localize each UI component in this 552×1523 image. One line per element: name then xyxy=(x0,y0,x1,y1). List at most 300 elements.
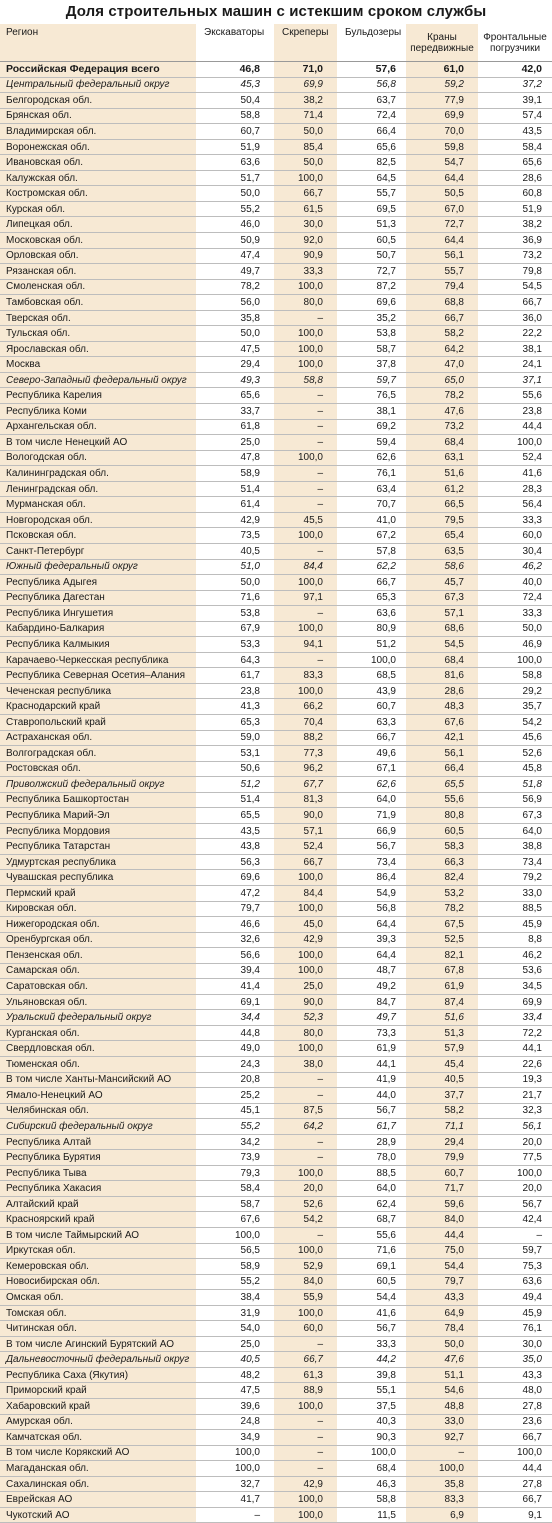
scrapers-cell: 52,3 xyxy=(274,1010,337,1026)
bulldozers-cell: 66,9 xyxy=(337,823,406,839)
excavators-cell: 39,4 xyxy=(196,963,274,979)
front-loaders-cell: 29,2 xyxy=(478,683,552,699)
bulldozers-cell: 61,9 xyxy=(337,1041,406,1057)
federal-district-row xyxy=(0,1119,552,1135)
mobile-cranes-cell: 79,7 xyxy=(406,1274,478,1290)
region-cell: Томская обл. xyxy=(0,1305,196,1321)
scrapers-cell: – xyxy=(274,310,337,326)
scrapers-cell: 84,4 xyxy=(274,885,337,901)
scrapers-cell: 90,0 xyxy=(274,994,337,1010)
table-row xyxy=(0,279,552,295)
mobile-cranes-cell: 60,5 xyxy=(406,823,478,839)
front-loaders-cell: 66,7 xyxy=(478,295,552,311)
scrapers-cell: 100,0 xyxy=(274,326,337,342)
scrapers-cell: 71,4 xyxy=(274,108,337,124)
mobile-cranes-cell: 71,1 xyxy=(406,1119,478,1135)
region-cell: Кемеровская обл. xyxy=(0,1259,196,1275)
front-loaders-cell: 72,2 xyxy=(478,1025,552,1041)
mobile-cranes-cell: 54,4 xyxy=(406,1259,478,1275)
mobile-cranes-cell: 84,0 xyxy=(406,1212,478,1228)
table-row xyxy=(0,621,552,637)
table-row xyxy=(0,1274,552,1290)
bulldozers-cell: 37,5 xyxy=(337,1399,406,1415)
bulldozers-cell: 65,6 xyxy=(337,139,406,155)
excavators-cell: 23,8 xyxy=(196,683,274,699)
mobile-cranes-cell: 56,1 xyxy=(406,746,478,762)
table-row xyxy=(0,885,552,901)
table-row xyxy=(0,1321,552,1337)
region-cell: Приволжский федеральный округ xyxy=(0,777,196,793)
bulldozers-cell: 56,7 xyxy=(337,1321,406,1337)
scrapers-cell: – xyxy=(274,481,337,497)
scrapers-cell: 33,3 xyxy=(274,264,337,280)
scrapers-cell: 100,0 xyxy=(274,575,337,591)
excavators-cell: 53,8 xyxy=(196,606,274,622)
region-cell: Ставропольский край xyxy=(0,714,196,730)
scrapers-cell: – xyxy=(274,435,337,451)
table-row xyxy=(0,1072,552,1088)
front-loaders-cell: 20,0 xyxy=(478,1134,552,1150)
bulldozers-cell: 62,6 xyxy=(337,777,406,793)
scrapers-cell: 100,0 xyxy=(274,341,337,357)
front-loaders-cell: 75,3 xyxy=(478,1259,552,1275)
front-loaders-cell: 45,9 xyxy=(478,1305,552,1321)
front-loaders-cell: 36,9 xyxy=(478,233,552,249)
table-row xyxy=(0,435,552,451)
table-row xyxy=(0,124,552,140)
mobile-cranes-cell: 55,6 xyxy=(406,792,478,808)
header-row xyxy=(0,24,552,62)
excavators-cell: 51,7 xyxy=(196,170,274,186)
region-cell: Республика Тыва xyxy=(0,1165,196,1181)
region-cell: Читинская обл. xyxy=(0,1321,196,1337)
region-cell: Амурская обл. xyxy=(0,1414,196,1430)
total-row xyxy=(0,62,552,78)
table-row xyxy=(0,466,552,482)
front-loaders-cell: 59,7 xyxy=(478,1243,552,1259)
bulldozers-cell: 88,5 xyxy=(337,1165,406,1181)
mobile-cranes-cell: 80,8 xyxy=(406,808,478,824)
region-cell: В том числе Агинский Бурятский АО xyxy=(0,1336,196,1352)
region-cell: Чеченская республика xyxy=(0,683,196,699)
table-row xyxy=(0,481,552,497)
mobile-cranes-cell: 53,2 xyxy=(406,885,478,901)
region-cell: В том числе Таймырский АО xyxy=(0,1228,196,1244)
bulldozers-cell: 48,7 xyxy=(337,963,406,979)
scrapers-cell: 30,0 xyxy=(274,217,337,233)
scrapers-cell: 97,1 xyxy=(274,590,337,606)
scrapers-cell: 70,4 xyxy=(274,714,337,730)
bulldozers-cell: 72,7 xyxy=(337,264,406,280)
federal-district-row xyxy=(0,777,552,793)
header-bulldozers: Бульдозеры xyxy=(337,24,406,62)
excavators-cell: 56,6 xyxy=(196,948,274,964)
bulldozers-cell: 70,7 xyxy=(337,497,406,513)
region-cell: Центральный федеральный округ xyxy=(0,77,196,93)
header-excavators: Экскаваторы xyxy=(196,24,274,62)
mobile-cranes-cell: 77,9 xyxy=(406,93,478,109)
scrapers-cell: 96,2 xyxy=(274,761,337,777)
front-loaders-cell: 56,4 xyxy=(478,497,552,513)
front-loaders-cell: 33,3 xyxy=(478,512,552,528)
scrapers-cell: 85,4 xyxy=(274,139,337,155)
table-row xyxy=(0,1150,552,1166)
bulldozers-cell: 67,2 xyxy=(337,528,406,544)
bulldozers-cell: 53,8 xyxy=(337,326,406,342)
region-cell: Ульяновская обл. xyxy=(0,994,196,1010)
bulldozers-cell: 41,6 xyxy=(337,1305,406,1321)
excavators-cell: 51,2 xyxy=(196,777,274,793)
excavators-cell: 49,0 xyxy=(196,1041,274,1057)
bulldozers-cell: 100,0 xyxy=(337,1445,406,1461)
mobile-cranes-cell: 71,7 xyxy=(406,1181,478,1197)
mobile-cranes-cell: 66,4 xyxy=(406,761,478,777)
scrapers-cell: 38,2 xyxy=(274,93,337,109)
region-cell: Костромская обл. xyxy=(0,186,196,202)
region-cell: Удмуртская республика xyxy=(0,854,196,870)
front-loaders-cell: 38,2 xyxy=(478,217,552,233)
scrapers-cell: 57,1 xyxy=(274,823,337,839)
mobile-cranes-cell: 47,6 xyxy=(406,404,478,420)
excavators-cell: 47,4 xyxy=(196,248,274,264)
mobile-cranes-cell: 29,4 xyxy=(406,1134,478,1150)
bulldozers-cell: 78,0 xyxy=(337,1150,406,1166)
table-header xyxy=(0,24,552,62)
bulldozers-cell: 49,2 xyxy=(337,979,406,995)
front-loaders-cell: 76,1 xyxy=(478,1321,552,1337)
front-loaders-cell: 79,8 xyxy=(478,264,552,280)
table-row xyxy=(0,606,552,622)
excavators-cell: 46,0 xyxy=(196,217,274,233)
front-loaders-cell: 42,4 xyxy=(478,1212,552,1228)
scrapers-cell: 66,7 xyxy=(274,1352,337,1368)
table-row xyxy=(0,1088,552,1104)
mobile-cranes-cell: 66,3 xyxy=(406,854,478,870)
table-row xyxy=(0,963,552,979)
bulldozers-cell: 86,4 xyxy=(337,870,406,886)
region-cell: Ярославская обл. xyxy=(0,341,196,357)
front-loaders-cell: 60,8 xyxy=(478,186,552,202)
region-cell: Ленинградская обл. xyxy=(0,481,196,497)
mobile-cranes-cell: 75,0 xyxy=(406,1243,478,1259)
bulldozers-cell: 37,8 xyxy=(337,357,406,373)
bulldozers-cell: 41,9 xyxy=(337,1072,406,1088)
mobile-cranes-cell: 55,7 xyxy=(406,264,478,280)
excavators-cell: 46,6 xyxy=(196,917,274,933)
bulldozers-cell: 66,7 xyxy=(337,730,406,746)
scrapers-cell: – xyxy=(274,419,337,435)
bulldozers-cell: 60,5 xyxy=(337,233,406,249)
mobile-cranes-cell: 69,9 xyxy=(406,108,478,124)
table-row xyxy=(0,761,552,777)
front-loaders-cell: 44,4 xyxy=(478,419,552,435)
scrapers-cell: 52,4 xyxy=(274,839,337,855)
front-loaders-cell: 56,9 xyxy=(478,792,552,808)
table-row xyxy=(0,497,552,513)
mobile-cranes-cell: 83,3 xyxy=(406,1492,478,1508)
front-loaders-cell: 100,0 xyxy=(478,1445,552,1461)
excavators-cell: 32,6 xyxy=(196,932,274,948)
region-cell: Санкт-Петербург xyxy=(0,543,196,559)
bulldozers-cell: 67,1 xyxy=(337,761,406,777)
table-row xyxy=(0,1057,552,1073)
table-row xyxy=(0,295,552,311)
region-cell: Московская обл. xyxy=(0,233,196,249)
excavators-cell: 39,6 xyxy=(196,1399,274,1415)
excavators-cell: 67,6 xyxy=(196,1212,274,1228)
scrapers-cell: 100,0 xyxy=(274,1507,337,1523)
excavators-cell: – xyxy=(196,1507,274,1523)
mobile-cranes-cell: 87,4 xyxy=(406,994,478,1010)
table-row xyxy=(0,419,552,435)
region-cell: Еврейская АО xyxy=(0,1492,196,1508)
table-row xyxy=(0,93,552,109)
region-cell: Северо-Западный федеральный округ xyxy=(0,372,196,388)
scrapers-cell: 100,0 xyxy=(274,528,337,544)
mobile-cranes-cell: 58,2 xyxy=(406,326,478,342)
scrapers-cell: – xyxy=(274,606,337,622)
table-row xyxy=(0,1305,552,1321)
region-cell: Республика Марий-Эл xyxy=(0,808,196,824)
bulldozers-cell: 61,7 xyxy=(337,1119,406,1135)
table-row xyxy=(0,1461,552,1477)
front-loaders-cell: 28,3 xyxy=(478,481,552,497)
table-row xyxy=(0,155,552,171)
mobile-cranes-cell: 50,0 xyxy=(406,1336,478,1352)
scrapers-cell: 81,3 xyxy=(274,792,337,808)
scrapers-cell: 80,0 xyxy=(274,295,337,311)
front-loaders-cell: 66,7 xyxy=(478,1492,552,1508)
bulldozers-cell: 49,6 xyxy=(337,746,406,762)
region-cell: Хабаровский край xyxy=(0,1399,196,1415)
scrapers-cell: 60,0 xyxy=(274,1321,337,1337)
bulldozers-cell: 82,5 xyxy=(337,155,406,171)
mobile-cranes-cell: 52,5 xyxy=(406,932,478,948)
front-loaders-cell: 28,6 xyxy=(478,170,552,186)
bulldozers-cell: 64,4 xyxy=(337,948,406,964)
mobile-cranes-cell: 54,6 xyxy=(406,1383,478,1399)
front-loaders-cell: 42,0 xyxy=(478,62,552,78)
excavators-cell: 60,7 xyxy=(196,124,274,140)
table-row xyxy=(0,528,552,544)
mobile-cranes-cell: 40,5 xyxy=(406,1072,478,1088)
bulldozers-cell: 72,4 xyxy=(337,108,406,124)
bulldozers-cell: 46,3 xyxy=(337,1476,406,1492)
header-front-loaders: Фронтальные погрузчики xyxy=(478,24,552,62)
scrapers-cell: 100,0 xyxy=(274,683,337,699)
region-cell: В том числе Корякский АО xyxy=(0,1445,196,1461)
table-title: Доля строительных машин с истекшим сроком службы xyxy=(65,3,487,20)
table-body xyxy=(0,62,552,1523)
table-row xyxy=(0,917,552,933)
mobile-cranes-cell: 67,5 xyxy=(406,917,478,933)
table-row xyxy=(0,668,552,684)
scrapers-cell: 66,7 xyxy=(274,854,337,870)
front-loaders-cell: 33,0 xyxy=(478,885,552,901)
front-loaders-cell: 69,9 xyxy=(478,994,552,1010)
front-loaders-cell: 100,0 xyxy=(478,1165,552,1181)
table-row xyxy=(0,1165,552,1181)
scrapers-cell: – xyxy=(274,497,337,513)
excavators-cell: 50,0 xyxy=(196,575,274,591)
scrapers-cell: 54,2 xyxy=(274,1212,337,1228)
front-loaders-cell: 79,2 xyxy=(478,870,552,886)
bulldozers-cell: 62,4 xyxy=(337,1196,406,1212)
table-row xyxy=(0,310,552,326)
scrapers-cell: 88,2 xyxy=(274,730,337,746)
region-cell: Республика Ингушетия xyxy=(0,606,196,622)
front-loaders-cell: 23,8 xyxy=(478,404,552,420)
mobile-cranes-cell: 64,4 xyxy=(406,233,478,249)
front-loaders-cell: 38,8 xyxy=(478,839,552,855)
bulldozers-cell: 60,7 xyxy=(337,699,406,715)
scrapers-cell: 61,3 xyxy=(274,1367,337,1383)
excavators-cell: 65,3 xyxy=(196,714,274,730)
excavators-cell: 41,3 xyxy=(196,699,274,715)
scrapers-cell: 100,0 xyxy=(274,279,337,295)
front-loaders-cell: 54,2 xyxy=(478,714,552,730)
table-row xyxy=(0,1430,552,1446)
mobile-cranes-cell: 57,9 xyxy=(406,1041,478,1057)
bulldozers-cell: 11,5 xyxy=(337,1507,406,1523)
excavators-cell: 63,6 xyxy=(196,155,274,171)
bulldozers-cell: 87,2 xyxy=(337,279,406,295)
mobile-cranes-cell: 82,4 xyxy=(406,870,478,886)
excavators-cell: 25,0 xyxy=(196,435,274,451)
excavators-cell: 48,2 xyxy=(196,1367,274,1383)
mobile-cranes-cell: 61,9 xyxy=(406,979,478,995)
mobile-cranes-cell: 78,4 xyxy=(406,1321,478,1337)
excavators-cell: 47,5 xyxy=(196,1383,274,1399)
bulldozers-cell: 63,6 xyxy=(337,606,406,622)
scrapers-cell: – xyxy=(274,404,337,420)
front-loaders-cell: – xyxy=(478,1228,552,1244)
region-cell: Брянская обл. xyxy=(0,108,196,124)
excavators-cell: 40,5 xyxy=(196,543,274,559)
table-row xyxy=(0,170,552,186)
table-row xyxy=(0,186,552,202)
bulldozers-cell: 69,1 xyxy=(337,1259,406,1275)
region-cell: В том числе Ненецкий АО xyxy=(0,435,196,451)
bulldozers-cell: 57,8 xyxy=(337,543,406,559)
scrapers-cell: 42,9 xyxy=(274,1476,337,1492)
front-loaders-cell: 52,6 xyxy=(478,746,552,762)
mobile-cranes-cell: 70,0 xyxy=(406,124,478,140)
excavators-cell: 61,4 xyxy=(196,497,274,513)
mobile-cranes-cell: 66,5 xyxy=(406,497,478,513)
scrapers-cell: 84,4 xyxy=(274,559,337,575)
mobile-cranes-cell: 68,6 xyxy=(406,621,478,637)
scrapers-cell: 52,9 xyxy=(274,1259,337,1275)
excavators-cell: 43,5 xyxy=(196,823,274,839)
excavators-cell: 46,8 xyxy=(196,62,274,78)
region-cell: Новгородская обл. xyxy=(0,512,196,528)
bulldozers-cell: 35,2 xyxy=(337,310,406,326)
region-cell: Тверская обл. xyxy=(0,310,196,326)
table-row xyxy=(0,1445,552,1461)
front-loaders-cell: 64,0 xyxy=(478,823,552,839)
excavators-cell: 56,5 xyxy=(196,1243,274,1259)
excavators-cell: 51,9 xyxy=(196,139,274,155)
scrapers-cell: 100,0 xyxy=(274,901,337,917)
table-row xyxy=(0,652,552,668)
region-cell: Ростовская обл. xyxy=(0,761,196,777)
region-cell: Ивановская обл. xyxy=(0,155,196,171)
front-loaders-cell: 66,7 xyxy=(478,1430,552,1446)
bulldozers-cell: 41,0 xyxy=(337,512,406,528)
bulldozers-cell: 63,3 xyxy=(337,714,406,730)
scrapers-cell: 25,0 xyxy=(274,979,337,995)
table-row xyxy=(0,1507,552,1523)
front-loaders-cell: 100,0 xyxy=(478,435,552,451)
mobile-cranes-cell: 44,4 xyxy=(406,1228,478,1244)
mobile-cranes-cell: 33,0 xyxy=(406,1414,478,1430)
scrapers-cell: 42,9 xyxy=(274,932,337,948)
scrapers-cell: – xyxy=(274,1150,337,1166)
scrapers-cell: 64,2 xyxy=(274,1119,337,1135)
mobile-cranes-cell: 57,1 xyxy=(406,606,478,622)
table-row xyxy=(0,108,552,124)
region-cell: Чукотский АО xyxy=(0,1507,196,1523)
table-row xyxy=(0,792,552,808)
mobile-cranes-cell: 63,5 xyxy=(406,543,478,559)
region-cell: Кабардино-Балкария xyxy=(0,621,196,637)
front-loaders-cell: 67,3 xyxy=(478,808,552,824)
front-loaders-cell: 73,4 xyxy=(478,854,552,870)
mobile-cranes-cell: 59,8 xyxy=(406,139,478,155)
region-cell: Кировская обл. xyxy=(0,901,196,917)
table-row xyxy=(0,1243,552,1259)
front-loaders-cell: 45,8 xyxy=(478,761,552,777)
bulldozers-cell: 68,5 xyxy=(337,668,406,684)
table-row xyxy=(0,808,552,824)
excavators-cell: 20,8 xyxy=(196,1072,274,1088)
bulldozers-cell: 56,7 xyxy=(337,839,406,855)
table-row xyxy=(0,854,552,870)
table-row xyxy=(0,746,552,762)
data-table xyxy=(0,24,552,1523)
front-loaders-cell: 21,7 xyxy=(478,1088,552,1104)
region-cell: Магаданская обл. xyxy=(0,1461,196,1477)
excavators-cell: 38,4 xyxy=(196,1290,274,1306)
mobile-cranes-cell: 67,0 xyxy=(406,201,478,217)
bulldozers-cell: 63,4 xyxy=(337,481,406,497)
excavators-cell: 100,0 xyxy=(196,1228,274,1244)
scrapers-cell: 20,0 xyxy=(274,1181,337,1197)
region-cell: Оренбургская обл. xyxy=(0,932,196,948)
region-cell: Курганская обл. xyxy=(0,1025,196,1041)
mobile-cranes-cell: 51,1 xyxy=(406,1367,478,1383)
mobile-cranes-cell: 61,0 xyxy=(406,62,478,78)
mobile-cranes-cell: 67,8 xyxy=(406,963,478,979)
region-cell: Новосибирская обл. xyxy=(0,1274,196,1290)
region-cell: Чувашская республика xyxy=(0,870,196,886)
scrapers-cell: 66,7 xyxy=(274,186,337,202)
federal-district-row xyxy=(0,1352,552,1368)
scrapers-cell: 94,1 xyxy=(274,637,337,653)
excavators-cell: 100,0 xyxy=(196,1461,274,1477)
excavators-cell: 50,6 xyxy=(196,761,274,777)
front-loaders-cell: 57,4 xyxy=(478,108,552,124)
table-row xyxy=(0,683,552,699)
bulldozers-cell: 55,1 xyxy=(337,1383,406,1399)
bulldozers-cell: 65,3 xyxy=(337,590,406,606)
mobile-cranes-cell: 79,4 xyxy=(406,279,478,295)
excavators-cell: 34,9 xyxy=(196,1430,274,1446)
front-loaders-cell: 41,6 xyxy=(478,466,552,482)
bulldozers-cell: 69,2 xyxy=(337,419,406,435)
excavators-cell: 58,7 xyxy=(196,1196,274,1212)
